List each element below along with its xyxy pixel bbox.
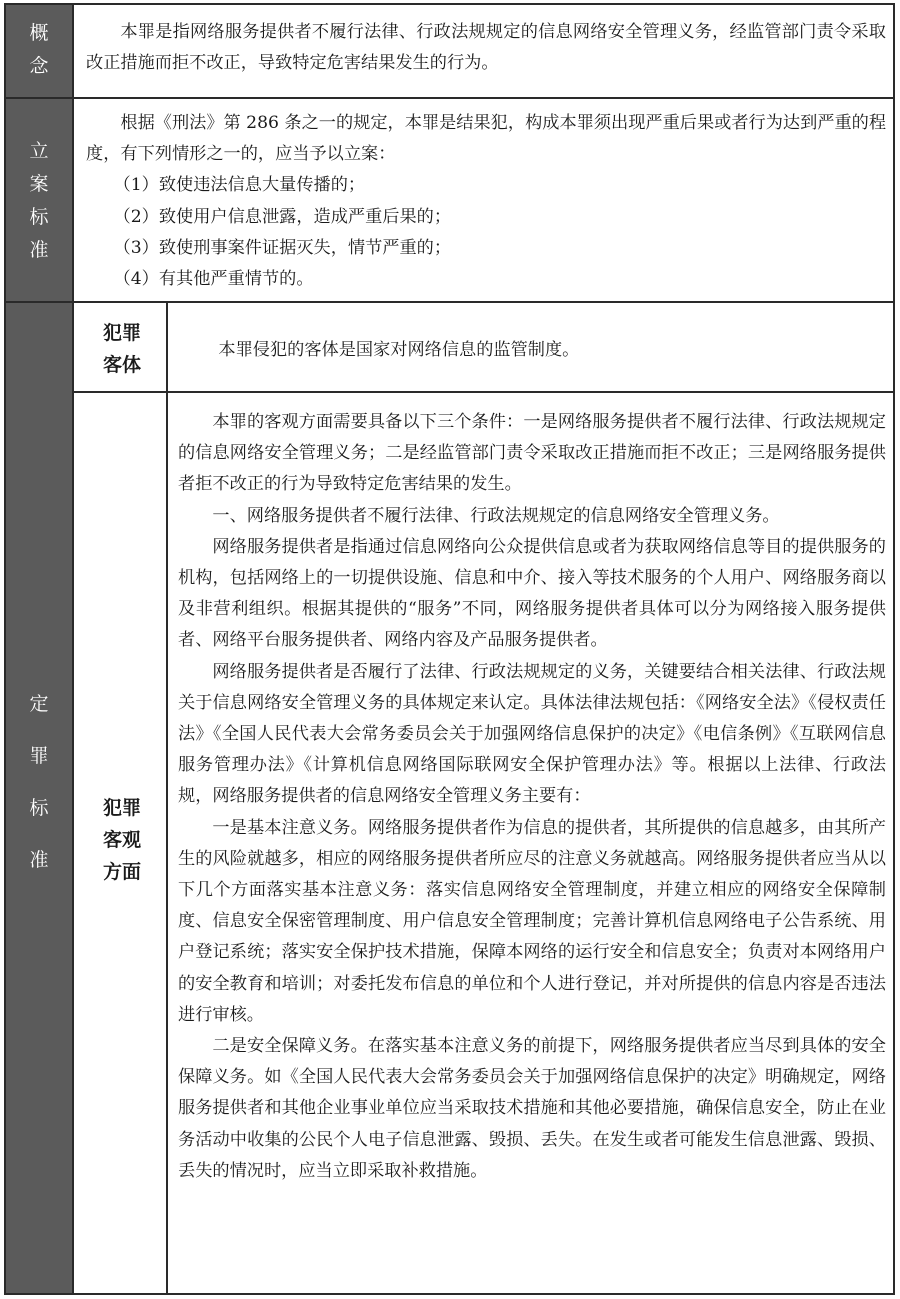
row-divider [74, 391, 893, 393]
objective-paragraph: 网络服务提供者是否履行了法律、行政法规规定的义务，关键要结合相关法律、行政法规关于信息网络安全管理义务的具体规定来认定。具体法律法规包括：《网络安全法》《侵权责任法》《全国人民代表大会常务委员会关于加强网络信息保护的决定》《电信条例》《互联网信息服务管理办法》《计算机信息网络国际联网安全保护管理办法》等。根据以上法律、行政法规，网络服务提供者的信息网络安全管理义务主要有： [178, 661, 886, 807]
objective-paragraph: 一是基本注意义务。网络服务提供者作为信息的提供者，其所提供的信息越多，由其所产生的风险就越多，相应的网络服务提供者所应尽的注意义务就越高。网络服务提供者应当从以下几个方面落实基本注意义务：落实信息网络安全管理制度，并建立相应的网络安全保障制度、信息安全保密管理制度、用户信息安全管理制度；完善计算机信息网络电子公告系统、用户登记系统；落实安全保护技术措施，保障本网络的运行安全和信息安全；负责对本网络用户的安全教育和培训；对委托发布信息的单位和个人进行登记，并对所提供的信息内容是否违法进行审核。 [178, 817, 886, 1025]
objective-text [178, 407, 886, 1187]
sub-label-objective: 犯罪 客观 方面 [102, 797, 141, 883]
concept-text: 本罪是指网络服务提供者不履行法律、行政法规规定的信息网络安全管理义务，经监管部门责令采取改正措施而拒不改正，导致特定危害结果发生的行为。 [86, 22, 886, 74]
side-label-filing: 立 案 标 准 [6, 99, 74, 301]
document-table [4, 3, 895, 1295]
objective-paragraph: 二是安全保障义务。在落实基本注意义务的前提下，网络服务提供者应当尽到具体的安全保障义务。如《全国人民代表大会常务委员会关于加强网络信息保护的决定》明确规定，网络服务提供者和其他企业事业单位应当采取技术措施和其他必要措施，确保信息安全，防止在业务活动中收集的公民个人电子信息泄露、毁损、丢失。在发生或者可能发生信息泄露、毁损、丢失的情况时，应当立即采取补救措施。 [178, 1036, 886, 1181]
filing-item: （4）有其他严重情节的。 [113, 269, 314, 290]
objective-paragraph: 本罪的客观方面需要具备以下三个条件：一是网络服务提供者不履行法律、行政法规规定的信息网络安全管理义务；二是经监管部门责令采取改正措施而拒不改正；三是网络服务提供者拒不改正的行为导致特定危害结果的发生。 [178, 412, 886, 495]
row-divider [6, 97, 893, 99]
filing-item: （2）致使用户信息泄露，造成严重后果的； [113, 206, 452, 227]
side-label-concept: 概 念 [6, 5, 74, 97]
sub-label-object: 犯罪 客体 [102, 322, 141, 376]
object-text: 本罪侵犯的客体是国家对网络信息的监管制度。 [218, 340, 580, 360]
objective-paragraph: 一、网络服务提供者不履行法律、行政法规规定的信息网络安全管理义务。 [212, 505, 780, 526]
filing-text: 根据《刑法》第 286 条之一的规定，本罪是结果犯，构成本罪须出现严重后果或者行为达到严重的程度，有下列情形之一的，应当予以立案： （1）致使违法信息大量传播的； （2）致使用户信息泄露，造成严重后果的； （3）致使刑事案件证据灭失，情节严重的； （4）有其他严重情节的。 [86, 108, 886, 295]
side-label-conviction: 定 罪 标 准 [6, 303, 74, 1293]
filing-item: （1）致使违法信息大量传播的； [113, 175, 366, 196]
filing-item: （3）致使刑事案件证据灭失，情节严重的； [113, 237, 452, 258]
objective-paragraph: 网络服务提供者是指通过信息网络向公众提供信息或者为获取网络信息等目的提供服务的机构，包括网络上的一切提供设施、信息和中介、接入等技术服务的个人用户、网络服务商以及非营利组织。根据其提供的“服务”不同，网络服务提供者具体可以分为网络接入服务提供者、网络平台服务提供者、网络内容及产品服务提供者。 [178, 536, 886, 651]
row-divider [6, 301, 893, 303]
